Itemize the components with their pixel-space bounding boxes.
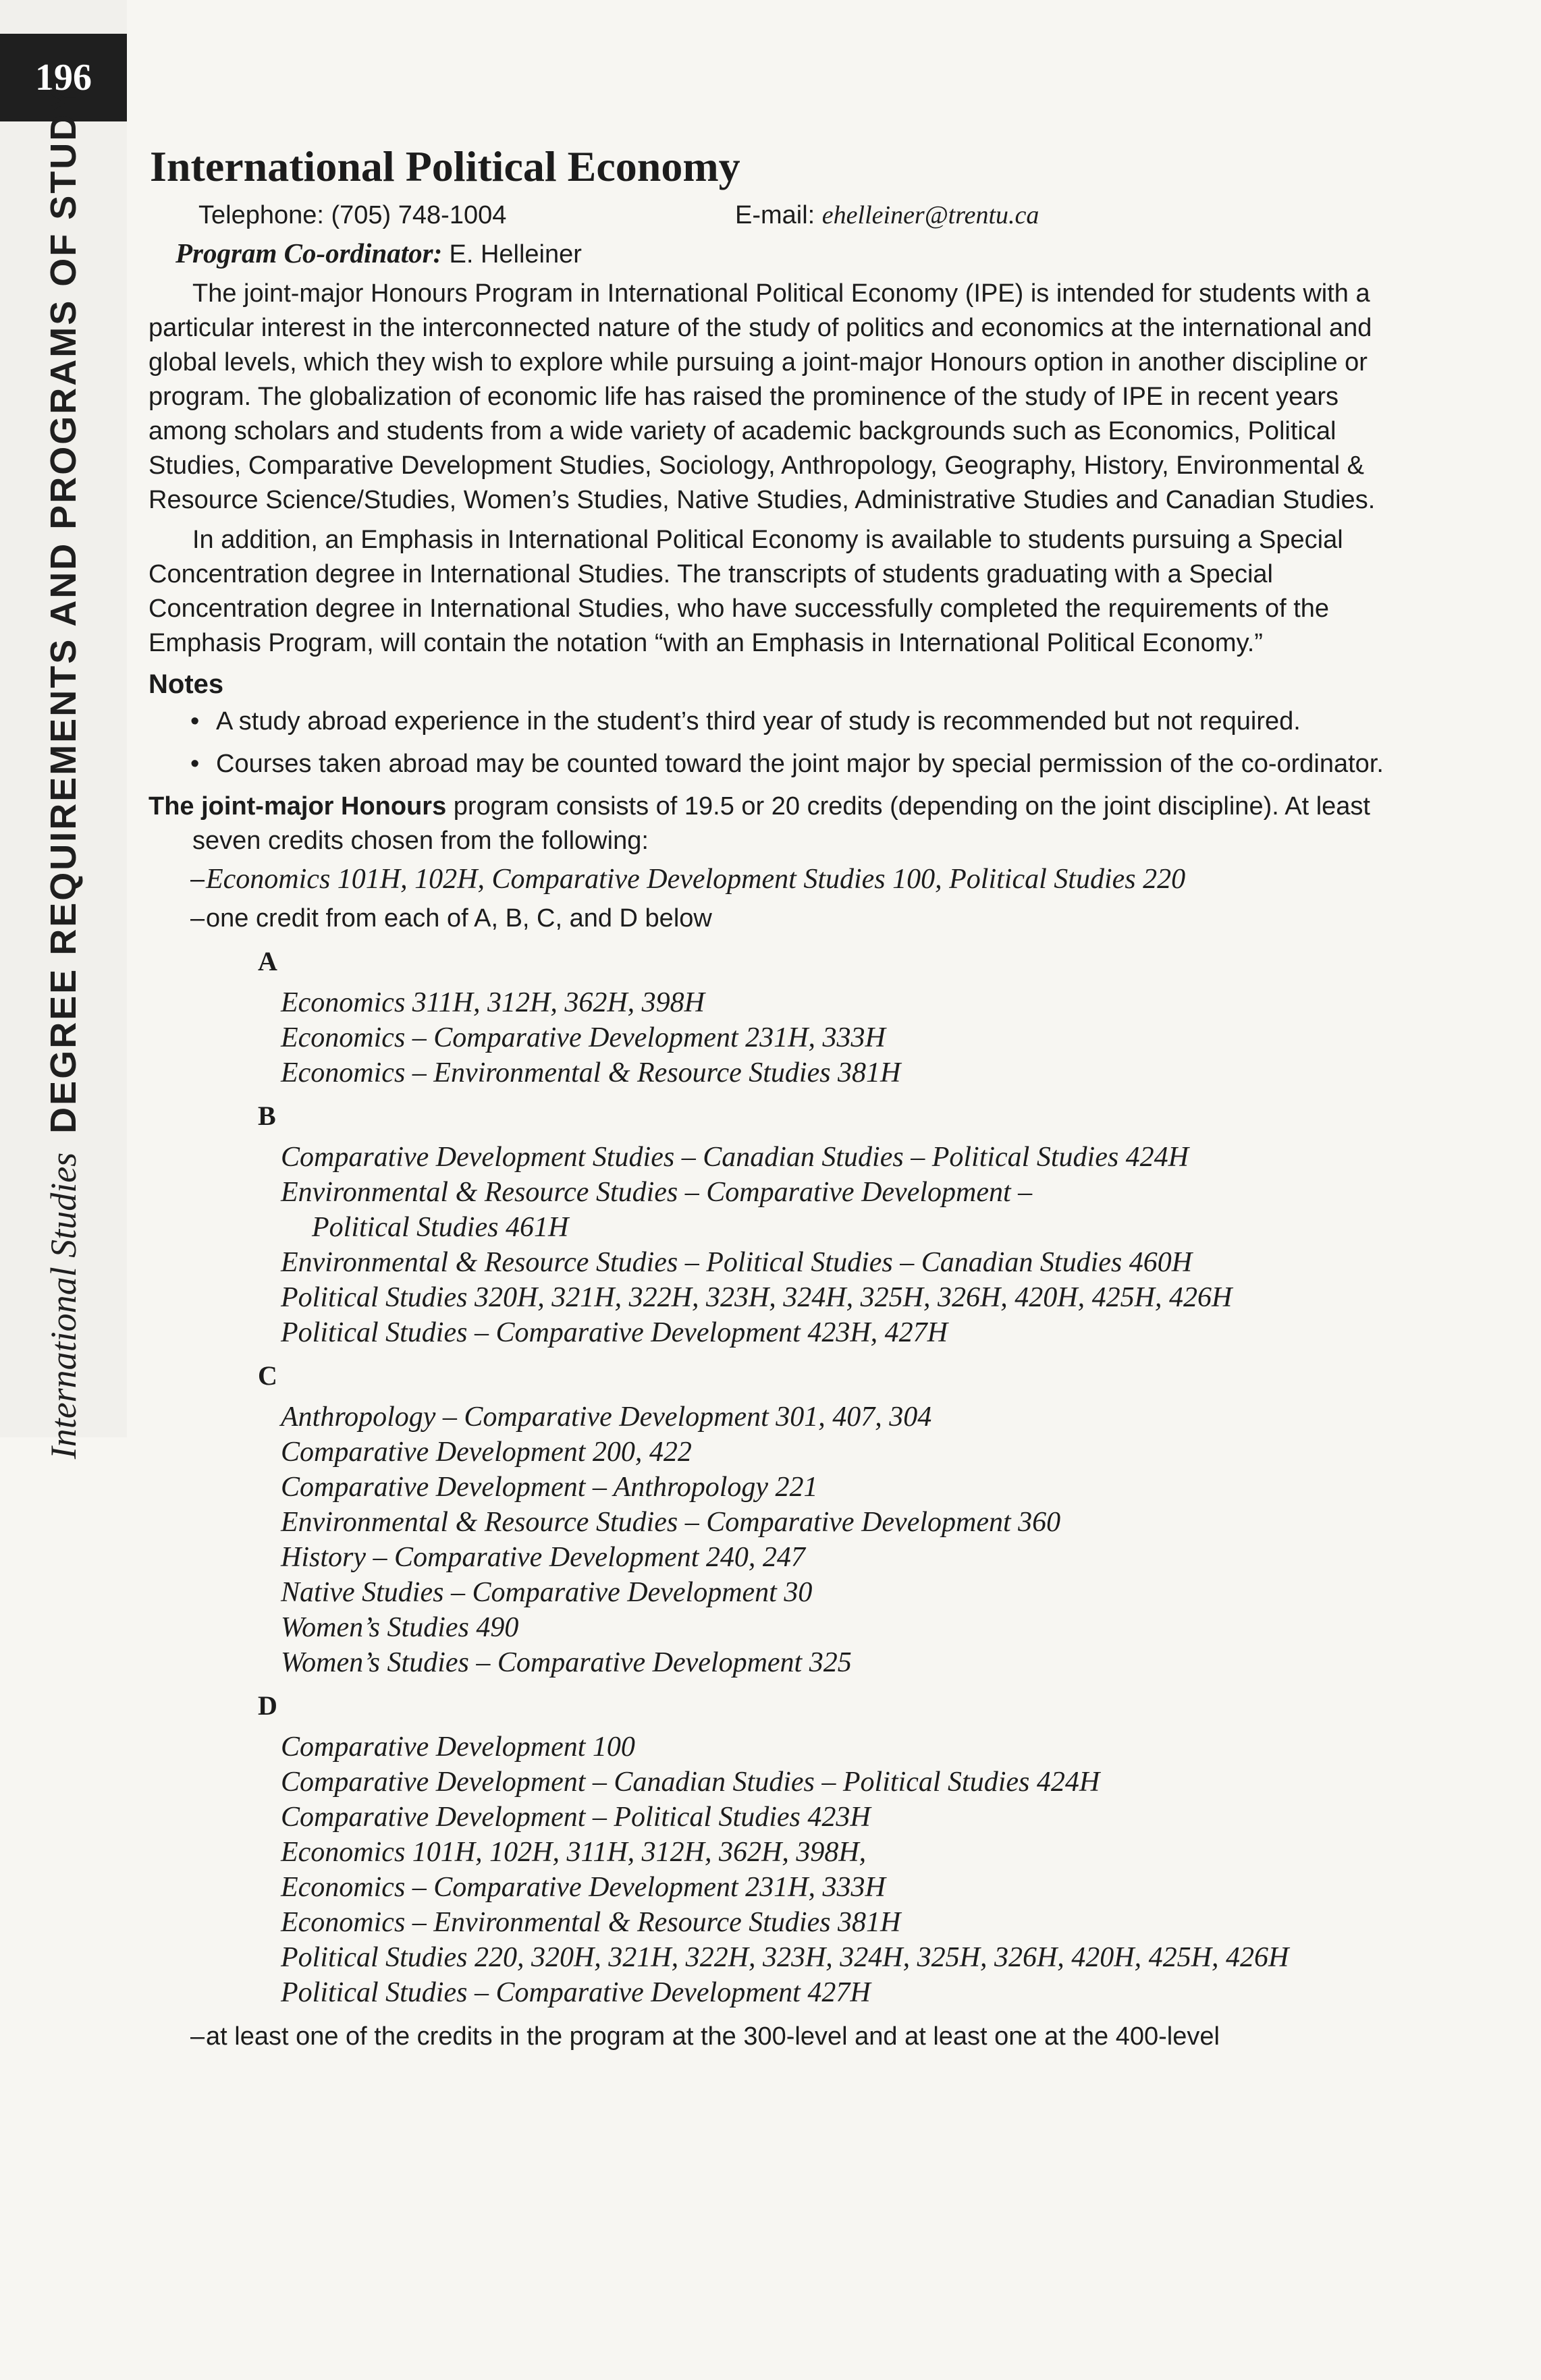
group-d-courses	[281, 1729, 1384, 2010]
group-d-heading: D	[258, 1690, 277, 1721]
requirement-text: one credit from each of A, B, C, and D below	[206, 904, 712, 933]
email-block	[735, 198, 1039, 233]
program-description	[148, 790, 1384, 858]
contact-info	[198, 198, 1384, 233]
course-entry: Women’s Studies 490	[281, 1611, 519, 1643]
coordinator-name: E. Helleiner	[449, 240, 582, 269]
course-entry: Comparative Development 200, 422	[281, 1436, 692, 1468]
dash-marker: –	[190, 864, 205, 893]
course-entry: Political Studies 220, 320H, 321H, 322H, 323H, 324H, 325H, 326H, 420H, 425H, 426H	[281, 1941, 1289, 1973]
course-entry-continued: Political Studies 461H	[312, 1211, 569, 1243]
course-entry: Comparative Development – Anthropology 221	[281, 1471, 818, 1503]
program-lead: The joint-major Honours	[148, 792, 447, 821]
bullet-icon: •	[190, 707, 200, 736]
notes-list	[148, 704, 1384, 781]
emphasis-paragraph: In addition, an Emphasis in International Political Economy is available to students pursuing a Special Concentration degree in International Studies. The transcripts of students graduating with a Special Concentration degree in International Studies, who have successfully completed the requirements of the Emphasis Program, will contain the notation “with an Emphasis in International Political Economy.”	[148, 525, 1343, 657]
course-entry: Economics – Comparative Development 231H, 333H	[281, 1871, 886, 1903]
telephone-label: Telephone:	[198, 200, 324, 229]
page-content	[148, 142, 1384, 2058]
page-title: International Political Economy	[150, 142, 740, 190]
course-entry: Economics – Environmental & Resource Studies 381H	[281, 1906, 901, 1938]
course-entry: Economics – Comparative Development 231H, 333H	[281, 1022, 886, 1053]
group-c-courses	[281, 1400, 1384, 1680]
course-entry: Economics 311H, 312H, 362H, 398H	[281, 987, 705, 1018]
course-entry: Native Studies – Comparative Development 30	[281, 1576, 813, 1608]
course-entry: Comparative Development – Political Studies 423H	[281, 1801, 871, 1833]
requirement-text: at least one of the credits in the program at the 300-level and at least one at the 400-level	[206, 2022, 1220, 2051]
group-a-courses	[281, 985, 1384, 1090]
requirement-text: Economics 101H, 102H, Comparative Development Studies 100, Political Studies 220	[206, 863, 1186, 895]
email-label: E-mail:	[735, 200, 815, 229]
course-entry: Comparative Development 100	[281, 1731, 635, 1763]
requirement-item	[148, 902, 1384, 936]
course-entry: History – Comparative Development 240, 247	[281, 1541, 805, 1573]
course-entry: Economics – Environmental & Resource Studies 381H	[281, 1057, 901, 1088]
group-a-heading: A	[258, 945, 277, 976]
coordinator-label: Program Co-ordinator:	[175, 237, 443, 269]
sidebar-strip	[0, 0, 127, 1460]
section-running-head	[45, 86, 82, 1460]
page-number: 196	[0, 34, 127, 121]
course-entry: Comparative Development – Canadian Studies – Political Studies 424H	[281, 1766, 1100, 1798]
course-entry: Political Studies – Comparative Development 427H	[281, 1976, 871, 2008]
program-lead-rest: program consists of 19.5 or 20 credits (depending on the joint discipline). At least seven credits chosen from the following:	[192, 792, 1370, 855]
telephone-value: (705) 748-1004	[331, 200, 507, 229]
course-entry: Women’s Studies – Comparative Development 325	[281, 1646, 852, 1678]
group-b-courses	[281, 1140, 1384, 1350]
group-c-heading: C	[258, 1360, 277, 1391]
course-entry: Environmental & Resource Studies – Comparative Development 360	[281, 1506, 1061, 1538]
running-head-chapter: DEGREE REQUIREMENTS AND PROGRAMS OF STUDY	[43, 86, 84, 1134]
email-value: ehelleiner@trentu.ca	[821, 200, 1039, 229]
course-entry: Anthropology – Comparative Development 301, 407, 304	[281, 1401, 932, 1433]
intro-paragraph: The joint-major Honours Program in International Political Economy (IPE) is intended for students with a particular interest in the interconnected nature of the study of politics and economics at the international and global levels, which they wish to explore while pursuing a joint-major Honours option in another discipline or program. The globalization of economic life has raised the prominence of the study of IPE in recent years among scholars and students from a wide variety of academic backgrounds such as Economics, Political Studies, Comparative Development Studies, Sociology, Anthropology, Geography, History, Environmental & Resource Science/Studies, Women’s Studies, Native Studies, Administrative Studies and Canadian Studies.	[148, 279, 1376, 514]
bullet-icon: •	[190, 749, 200, 778]
running-head-section: International Studies	[43, 1152, 84, 1460]
notes-heading: Notes	[148, 669, 224, 699]
course-entry: Environmental & Resource Studies – Political Studies – Canadian Studies 460H	[281, 1246, 1193, 1278]
requirement-item	[148, 862, 1384, 897]
course-entry: Political Studies 320H, 321H, 322H, 323H, 324H, 325H, 326H, 420H, 425H, 426H	[281, 1281, 1233, 1313]
dash-marker: –	[190, 904, 205, 933]
course-entry: Economics 101H, 102H, 311H, 312H, 362H, 398H,	[281, 1836, 867, 1868]
program-coordinator	[175, 236, 1384, 271]
note-text: Courses taken abroad may be counted toward the joint major by special permission of the co-ordinator.	[216, 749, 1384, 778]
course-entry: Comparative Development Studies – Canadian Studies – Political Studies 424H	[281, 1141, 1189, 1173]
requirement-item	[148, 2020, 1384, 2054]
note-item	[148, 747, 1384, 781]
course-entry: Environmental & Resource Studies – Comparative Development –	[281, 1176, 1033, 1208]
group-b-heading: B	[258, 1100, 276, 1131]
note-item	[148, 704, 1384, 739]
dash-marker: –	[190, 2022, 205, 2051]
note-text: A study abroad experience in the student’s third year of study is recommended but not required.	[216, 707, 1301, 736]
course-entry: Political Studies – Comparative Development 423H, 427H	[281, 1317, 948, 1348]
